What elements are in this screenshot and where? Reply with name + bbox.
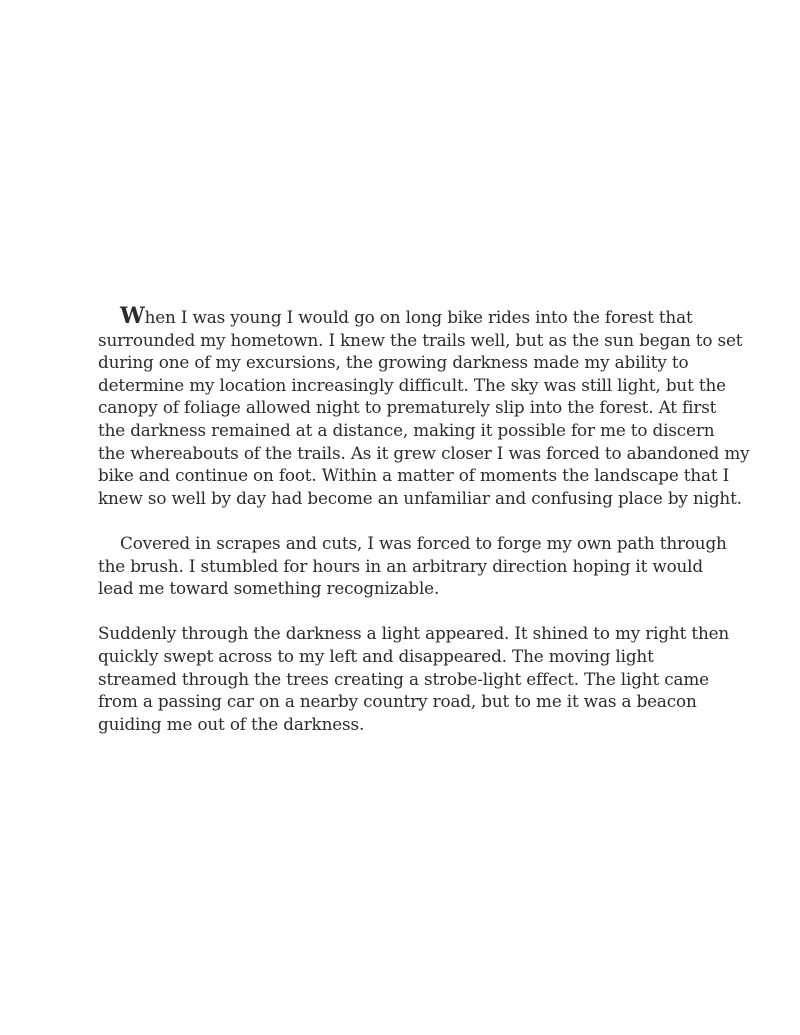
- paragraph-line: Covered in scrapes and cuts, I was forced to forge my own path through: [120, 532, 727, 553]
- paragraph-3: [98, 622, 730, 735]
- paragraph-line: from a passing car on a nearby country road, but to me it was a beacon: [98, 691, 697, 712]
- paragraph-line: bike and continue on foot. Within a matter of moments the landscape that I: [98, 465, 730, 486]
- paragraph-line: the darkness remained at a distance, making it possible for me to discern: [98, 419, 715, 440]
- paragraph-line: during one of my excursions, the growing darkness made my ability to: [98, 352, 689, 373]
- paragraph-line: the whereabouts of the trails. As it grew closer I was forced to abandoned my: [98, 442, 750, 463]
- body-text: [98, 303, 750, 735]
- paragraph-line: guiding me out of the darkness.: [98, 713, 365, 734]
- paragraph-line: streamed through the trees creating a strobe-light effect. The light came: [98, 668, 709, 689]
- paragraph-line: determine my location increasingly difficult. The sky was still light, but the: [98, 374, 726, 395]
- paragraph-line: quickly swept across to my left and disappeared. The moving light: [98, 645, 654, 666]
- paragraph-line: the brush. I stumbled for hours in an arbitrary direction hoping it would: [98, 555, 703, 576]
- line-text: hen I was young I would go on long bike rides into the forest that: [144, 307, 693, 327]
- paragraph-line: canopy of foliage allowed night to prematurely slip into the forest. At first: [98, 397, 717, 418]
- paragraph-line: surrounded my hometown. I knew the trails well, but as the sun began to set: [98, 329, 743, 350]
- paragraph-1: [98, 303, 750, 509]
- paragraph-line: Suddenly through the darkness a light appeared. It shined to my right then: [98, 623, 730, 644]
- paragraph-2: [98, 532, 727, 600]
- paragraph-line: knew so well by day had become an unfamiliar and confusing place by night.: [98, 487, 742, 508]
- drop-cap: W: [120, 303, 145, 329]
- paragraph-line: [98, 305, 708, 329]
- paragraph-line: lead me toward something recognizable.: [98, 578, 440, 599]
